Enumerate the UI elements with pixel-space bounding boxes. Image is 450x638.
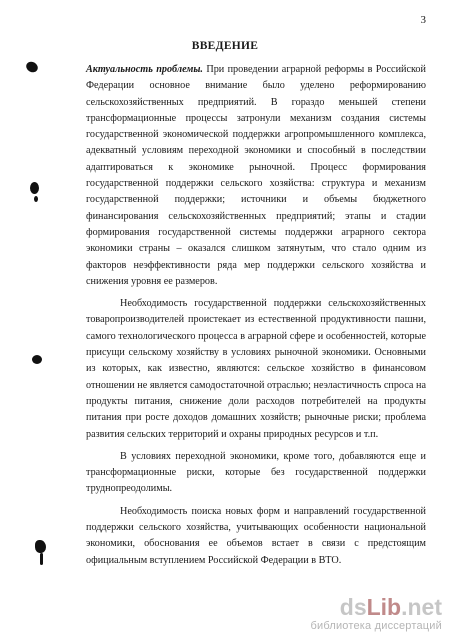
watermark [310, 596, 442, 632]
paragraph-text: Необходимость поиска новых форм и направлений государственной поддержки сельского хозяйства, учитывающих особенности национальной экономики, обоснования ее объемов встает в связи с предстоящим официальным вступлением Российской Федерации в ВТО. [86, 505, 426, 566]
paragraph-text: В условиях переходной экономики, кроме того, добавляются еще и трансформационные риски, которые без государственной поддержки труднопреодолимы. [86, 450, 426, 495]
ink-blot-1 [24, 60, 39, 75]
paragraph-text: При проведении аграрной реформы в Российской Федерации основное внимание было уделено реформированию сельскохозяйственных предприятий. В гораздо меньшей степени трансформационные процессы затронули механизм создания системы государственной экономической поддержки агропромышленного комплекса, адекватный условиям переходной экономики и способный в последствии адаптироваться к экономике рыночной. Процесс формирования государственной поддержки сельского хозяйства: структура и механизм государственной поддержки; источники и объемы бюджетного финансирования сельскохозяйственных предприятий; этапы и стадии формирования государственной системы поддержки аграрного сектора экономики страны – оказался слишком затянутым, что стало одним из факторов неэффективности ряда мер поддержки сельского хозяйства и снижения уровня ее размеров. [86, 64, 426, 287]
paragraph-wto [86, 504, 426, 569]
ink-blot-5 [35, 540, 46, 553]
paragraph-lead-in: Актуальность проблемы. [86, 64, 203, 75]
watermark-logo-net: .net [401, 594, 442, 620]
watermark-logo-ds: ds [339, 594, 367, 620]
ink-blot-2 [30, 182, 39, 194]
watermark-logo [340, 596, 442, 618]
ink-blot-3 [34, 196, 38, 202]
ink-blot-6 [40, 553, 43, 565]
ink-blot-4 [32, 355, 42, 364]
paragraph-text: Необходимость государственной поддержки сельскохозяйственных товаропроизводителей проистекает из естественной продуктивности пашни, самого технологического процесса в аграрной сфере и особенностей, которые присущи сельскому хозяйству в условиях рыночной экономики. Основными из которых, как известно, являются: сельское хозяйство в финансовом отношении не является самодостаточной отраслью; неэластичность спроса на продукты питания, снижение доли расходов потребителей на продукты питания при росте доходов домашних хозяйств; рыночные риски; проблема развития сельских территорий и охраны природных ресурсов и т.п. [86, 298, 426, 440]
page-number: 3 [420, 14, 426, 26]
section-title: ВВЕДЕНИЕ [191, 40, 259, 52]
paragraph-relevance [86, 62, 426, 290]
watermark-logo-lib: Lib [366, 594, 402, 620]
paragraph-necessity [86, 296, 426, 443]
paragraph-transition-risks [86, 449, 426, 498]
watermark-subtitle: библиотека диссертаций [310, 620, 442, 632]
body-text [86, 62, 426, 575]
